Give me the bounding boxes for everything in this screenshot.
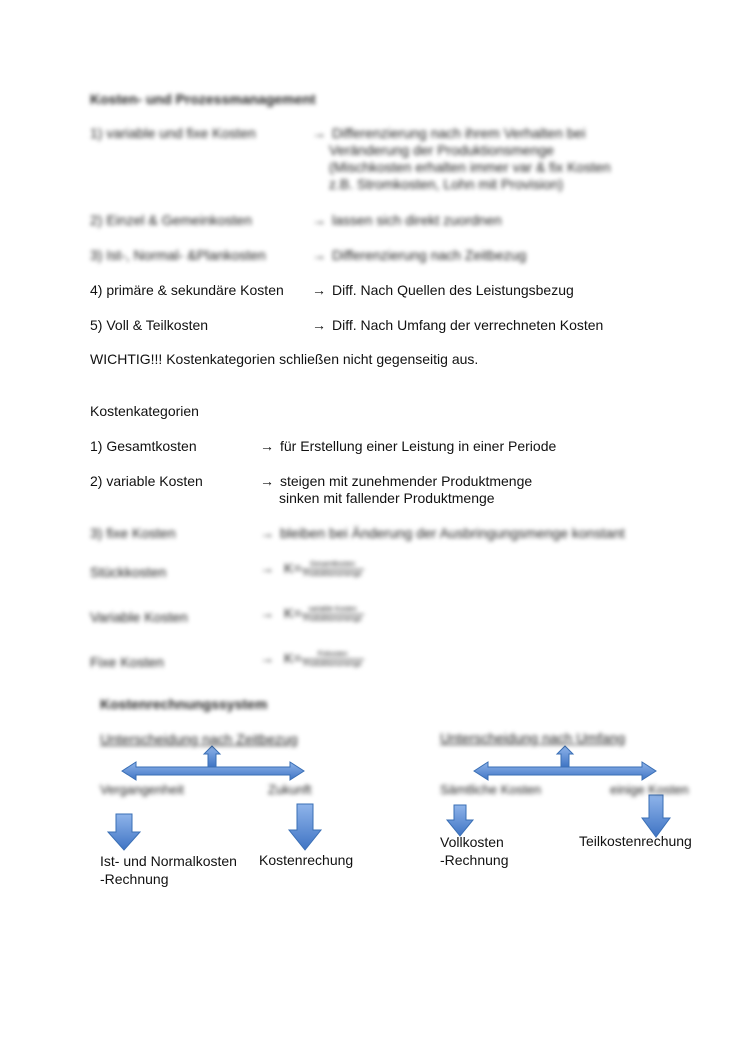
list-item-label: 1) Gesamtkosten [90, 438, 197, 454]
formula-label: Fixe Kosten [90, 654, 164, 670]
list-item-label: 3) Ist-, Normal- &Plankosten [90, 247, 266, 263]
section-heading: Kostenkategorien [90, 403, 199, 419]
list-item-description: → für Erstellung einer Leistung in einer Periode [260, 438, 556, 454]
result-label: Teilkostenrechung [579, 833, 692, 849]
up-arrow-left-diagram [204, 746, 220, 767]
axis-end-label: Sämtliche Kosten [440, 782, 542, 797]
list-item-label: 3) fixe Kosten [90, 525, 176, 541]
list-item-label: 2) variable Kosten [90, 473, 203, 489]
arrow-right-icon: → steigen mit zunehmender Produktmenge [260, 473, 532, 490]
list-item-label: 5) Voll & Teilkosten [90, 317, 209, 333]
result-line: -Rechnung [100, 871, 169, 887]
formula: → K= $\frac{\text{Fixkosten}}{\text{Produktionsmenge}}$ [260, 650, 364, 669]
list-item-label: 2) Einzel & Gemeinkosten [90, 212, 252, 228]
diagram-subheading-left: Unterscheidung nach Zeitbezug [100, 731, 298, 747]
formula-label: Stückkosten [90, 564, 167, 580]
result-label [440, 833, 509, 869]
down-arrow-icon [447, 805, 473, 836]
formula: → K= $\frac{\text{Gesamtkosten}}{\text{Produktionsmenge}}$ [260, 560, 364, 579]
formula-label: Variable Kosten [90, 609, 188, 625]
diagram-heading: Kostenrechnungssystem [100, 696, 268, 712]
down-arrow-icon [289, 804, 321, 850]
list-item-label: 4) primäre & sekundäre Kosten [90, 282, 284, 298]
list-item-description: → Differenzierung nach Zeitbezug [312, 247, 526, 263]
list-item-label: 1) variable und fixe Kosten [90, 125, 256, 141]
result-line: Vollkosten [440, 834, 504, 850]
up-arrow-right-diagram [557, 746, 573, 767]
list-item-description: → lassen sich direkt zuordnen [312, 212, 502, 228]
arrow-right-icon: → Differenzierung nach ihrem Verhalten bei [312, 125, 611, 142]
page-title: Kosten- und Prozessmanagement [90, 91, 316, 107]
result-label: Kostenrechung [259, 852, 354, 868]
list-item-description: → Diff. Nach Umfang der verrechneten Kosten [312, 317, 603, 333]
list-item-description: → bleiben bei Änderung der Ausbringungsmenge konstant [260, 525, 625, 541]
result-label [100, 852, 237, 888]
result-line: Ist- und Normalkosten [100, 853, 237, 869]
important-note: WICHTIG!!! Kostenkategorien schließen nicht gegenseitig aus. [90, 351, 479, 367]
description-line: (Mischkosten erhalten immer var & fix Kosten [329, 159, 611, 175]
down-arrow-icon [108, 814, 140, 850]
axis-end-label: einige Kosten [610, 782, 689, 797]
description-line: Veränderung der Produktionsmenge [329, 142, 554, 158]
diagram-subheading-right: Unterscheidung nach Umfang [440, 730, 626, 746]
formula: → K= $\frac{\text{variable Kosten}}{\text{Produktionsmenge}}$ [260, 605, 364, 624]
axis-end-label: Vergangenheit [100, 782, 184, 797]
result-line: -Rechnung [440, 852, 509, 868]
axis-end-label: Zukunft [268, 782, 312, 797]
down-arrow-icon [642, 795, 670, 837]
list-item-description: → Diff. Nach Quellen des Leistungsbezug [312, 282, 574, 298]
description-line: z.B. Stromkosten, Lohn mit Provision) [329, 176, 564, 192]
description-line: sinken mit fallender Produktmenge [279, 490, 495, 506]
